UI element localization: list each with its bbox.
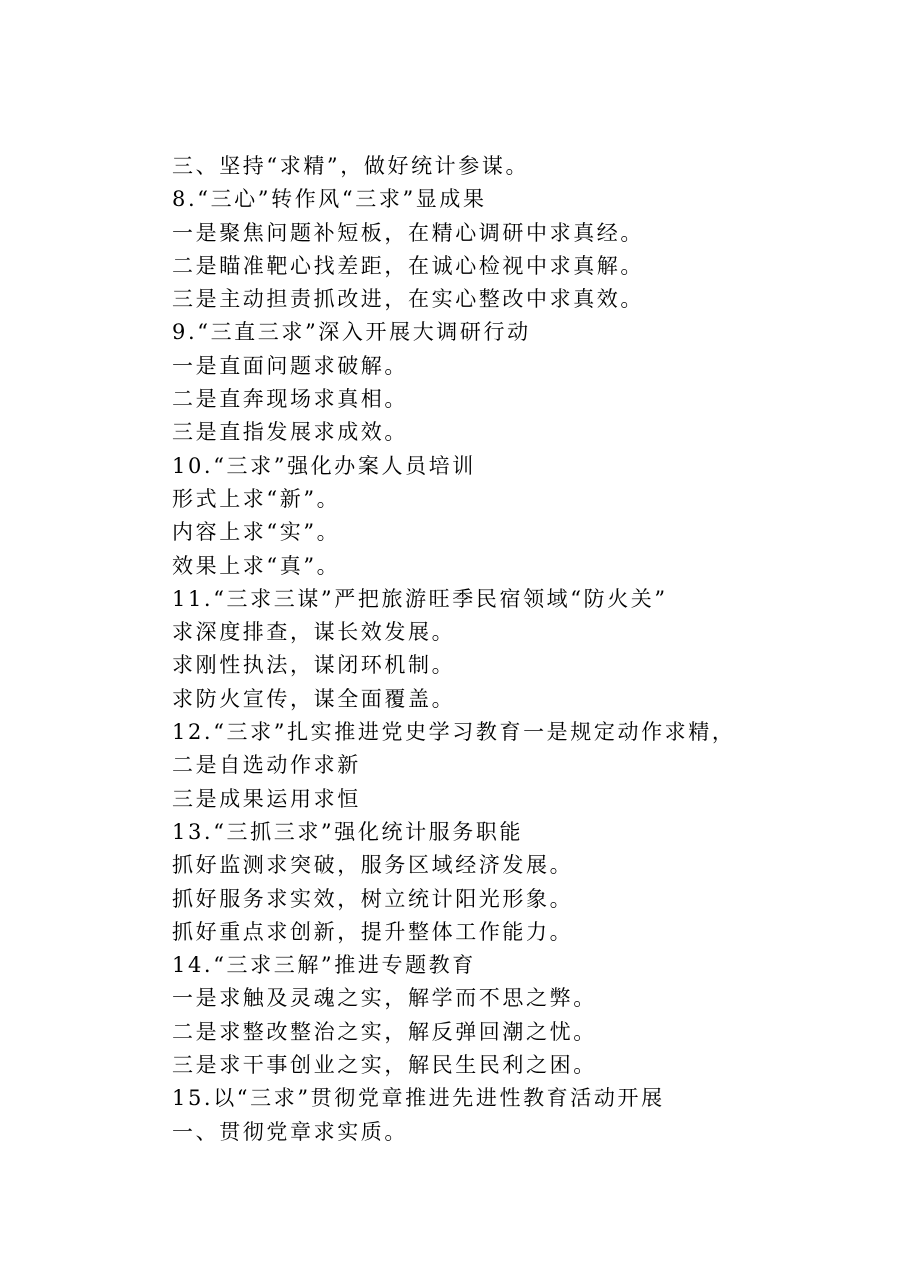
text-line: 一、贯彻党章求实质。 <box>172 1119 408 1144</box>
section-heading: 10.“三求”强化办案人员培训 <box>172 453 476 478</box>
text-line: 三是直指发展求成效。 <box>172 420 408 445</box>
section-heading: 9.“三直三求”深入开展大调研行动 <box>172 320 531 345</box>
text-line: 一是聚焦问题补短板，在精心调研中求真经。 <box>172 220 644 245</box>
text-line: 二是直奔现场求真相。 <box>172 387 408 412</box>
text-line: 效果上求“真”。 <box>172 553 341 578</box>
text-line: 抓好服务求实效，树立统计阳光形象。 <box>172 886 574 911</box>
section-heading: 8.“三心”转作风“三求”显成果 <box>172 187 487 212</box>
text-line: 三是成果运用求恒 <box>172 786 361 811</box>
text-line: 求防火宣传，谋全面覆盖。 <box>172 686 456 711</box>
section-heading: 13.“三抓三求”强化统计服务职能 <box>172 819 524 844</box>
text-line: 求刚性执法，谋闭环机制。 <box>172 653 456 678</box>
text-line: 形式上求“新”。 <box>172 486 341 511</box>
text-line: 内容上求“实”。 <box>172 520 341 545</box>
text-line: 二是瞄准靶心找差距，在诚心检视中求真解。 <box>172 253 644 278</box>
section-heading: 12.“三求”扎实推进党史学习教育一是规定动作求精， <box>172 720 736 745</box>
text-line: 抓好重点求创新，提升整体工作能力。 <box>172 919 574 944</box>
text-line: 一是求触及灵魂之实，解学而不思之弊。 <box>172 986 597 1011</box>
text-line: 三是主动担责抓改进，在实心整改中求真效。 <box>172 287 644 312</box>
text-line: 一是直面问题求破解。 <box>172 353 408 378</box>
section-heading: 15.以“三求”贯彻党章推进先进性教育活动开展 <box>172 1086 665 1111</box>
section-heading: 14.“三求三解”推进专题教育 <box>172 953 476 978</box>
text-line: 三、坚持“求精”，做好统计参谋。 <box>172 154 530 178</box>
text-line: 抓好监测求突破，服务区域经济发展。 <box>172 853 574 878</box>
section-heading: 11.“三求三谋”严把旅游旺季民宿领域“防火关” <box>172 586 668 611</box>
text-line: 二是求整改整治之实，解反弹回潮之忧。 <box>172 1019 597 1044</box>
text-line: 二是自选动作求新 <box>172 753 361 778</box>
text-line: 三是求干事创业之实，解民生民利之困。 <box>172 1053 597 1078</box>
document-body <box>172 150 872 1149</box>
text-line: 求深度排查，谋长效发展。 <box>172 620 456 645</box>
